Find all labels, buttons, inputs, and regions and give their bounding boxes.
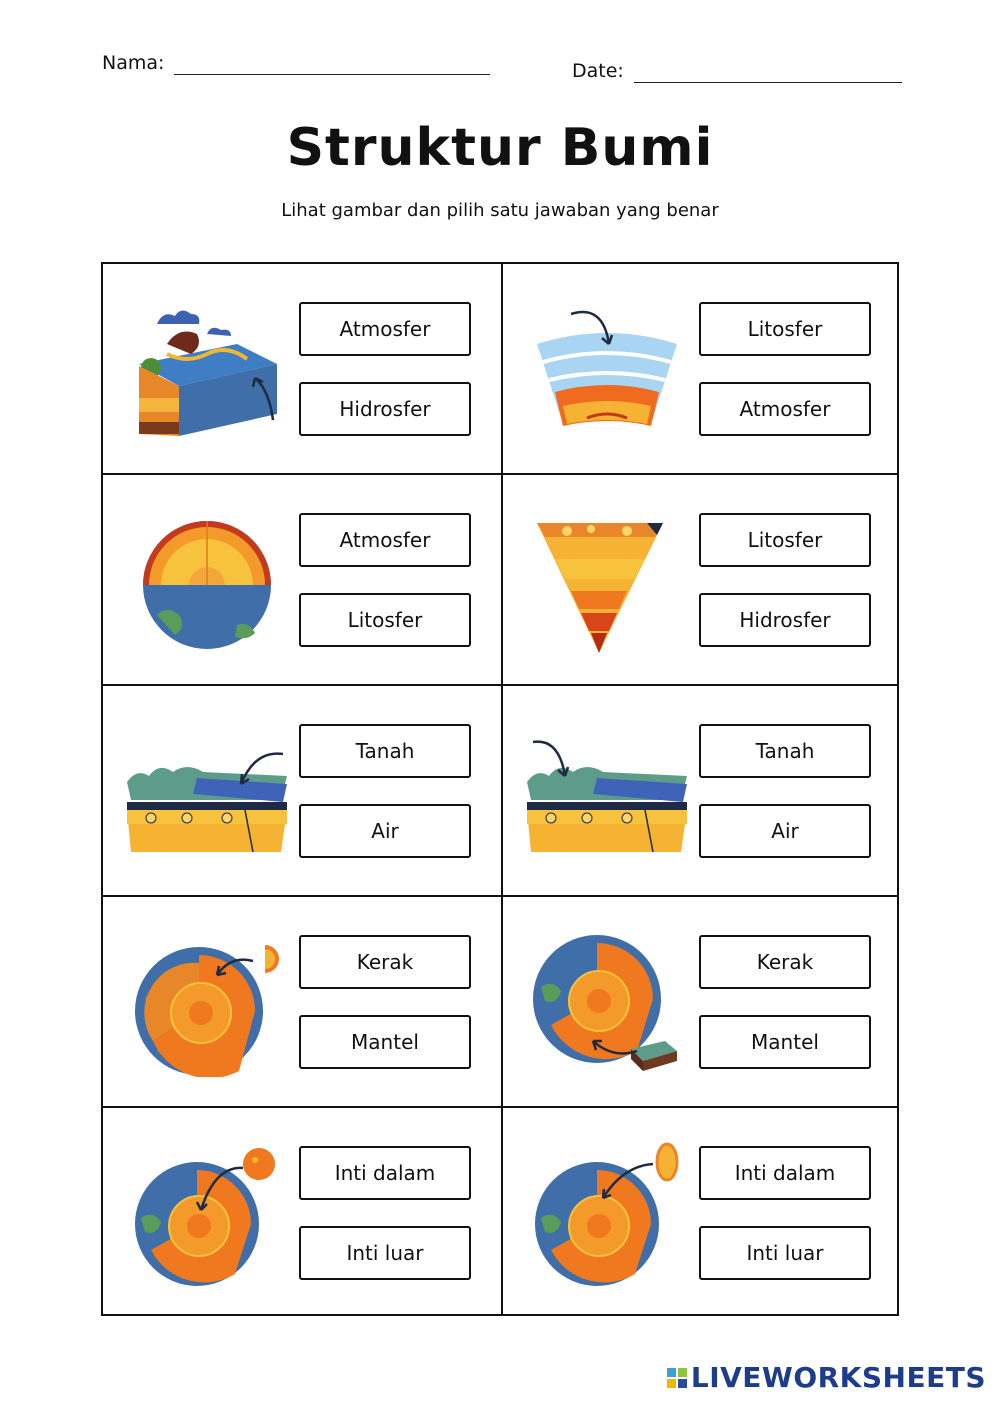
earth-cutaway-icon — [527, 1138, 687, 1288]
answer-option[interactable]: Kerak — [299, 935, 471, 989]
answer-option[interactable]: Atmosfer — [699, 382, 871, 436]
answer-option[interactable]: Mantel — [699, 1015, 871, 1069]
question-cell — [103, 475, 501, 685]
question-grid — [101, 262, 899, 1316]
answer-option[interactable]: Litosfer — [699, 302, 871, 356]
date-field — [572, 60, 624, 82]
earth-cutaway-icon — [527, 927, 687, 1077]
name-input-line[interactable] — [174, 74, 490, 75]
answer-option[interactable]: Atmosfer — [299, 302, 471, 356]
question-cell — [503, 475, 901, 685]
answer-option[interactable]: Hidrosfer — [299, 382, 471, 436]
answer-option[interactable]: Atmosfer — [299, 513, 471, 567]
earth-cutaway-icon — [127, 927, 287, 1077]
answer-option[interactable]: Inti luar — [299, 1226, 471, 1280]
answer-option[interactable]: Air — [699, 804, 871, 858]
answer-option[interactable]: Litosfer — [699, 513, 871, 567]
question-cell — [103, 686, 501, 896]
answer-option[interactable]: Litosfer — [299, 593, 471, 647]
earth-cutaway-icon — [127, 505, 287, 655]
earth-cone-icon — [527, 505, 687, 655]
instruction-text: Lihat gambar dan pilih satu jawaban yang benar — [281, 200, 719, 221]
answer-option[interactable]: Mantel — [299, 1015, 471, 1069]
answer-option[interactable]: Inti luar — [699, 1226, 871, 1280]
land-slab-icon — [127, 716, 287, 866]
question-cell — [503, 897, 901, 1107]
date-input-line[interactable] — [634, 82, 902, 83]
answer-option[interactable]: Tanah — [299, 724, 471, 778]
name-field — [102, 52, 164, 74]
answer-option[interactable]: Kerak — [699, 935, 871, 989]
question-cell — [503, 264, 901, 474]
page-title: Struktur Bumi — [286, 118, 714, 178]
date-label: Date: — [572, 60, 624, 82]
logo-icon — [667, 1368, 687, 1388]
earth-cutaway-icon — [127, 1138, 287, 1288]
question-cell — [103, 264, 501, 474]
liveworksheets-logo — [667, 1361, 986, 1394]
question-cell — [103, 897, 501, 1107]
answer-option[interactable]: Tanah — [699, 724, 871, 778]
question-cell — [503, 1108, 901, 1318]
logo-text: LIVEWORKSHEETS — [690, 1361, 986, 1394]
question-cell — [103, 1108, 501, 1318]
question-cell — [503, 686, 901, 896]
answer-option[interactable]: Hidrosfer — [699, 593, 871, 647]
answer-option[interactable]: Inti dalam — [299, 1146, 471, 1200]
answer-option[interactable]: Air — [299, 804, 471, 858]
sky-layers-icon — [527, 294, 687, 444]
answer-option[interactable]: Inti dalam — [699, 1146, 871, 1200]
landscape-block-icon — [127, 294, 287, 444]
land-slab-icon — [527, 716, 687, 866]
name-label: Nama: — [102, 52, 165, 74]
